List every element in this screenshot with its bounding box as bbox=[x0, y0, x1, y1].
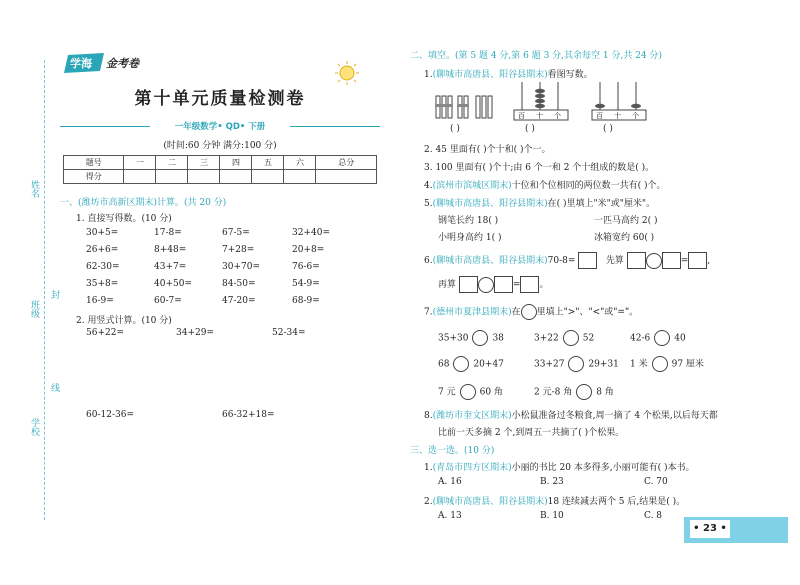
compare-right: 38 bbox=[492, 333, 504, 344]
vertical-calc: 34+29= bbox=[176, 328, 214, 338]
answer-paren[interactable]: ( ) bbox=[450, 124, 460, 134]
vertical-calc: 52-34= bbox=[272, 328, 306, 338]
answer-circle[interactable] bbox=[652, 356, 668, 372]
oral-calc-item: 43+7= bbox=[154, 262, 187, 272]
answer-circle[interactable] bbox=[478, 277, 494, 293]
score-cell[interactable] bbox=[252, 170, 284, 184]
margin-name-label: 姓名 bbox=[29, 180, 39, 198]
answer-circle[interactable] bbox=[646, 253, 662, 269]
s2-q4 bbox=[424, 178, 666, 191]
q-tag: (滨州市滨城区期末) bbox=[432, 181, 512, 191]
option[interactable]: C. 70 bbox=[644, 477, 668, 487]
option[interactable]: B. 10 bbox=[540, 511, 564, 521]
score-cell[interactable] bbox=[124, 170, 156, 184]
q-num: 4. bbox=[424, 181, 433, 191]
compare-right: 60 角 bbox=[479, 387, 503, 398]
q5-item: 钢笔长约 18( ) bbox=[438, 216, 499, 226]
q5-item: 小明身高约 1( ) bbox=[438, 233, 502, 243]
answer-circle[interactable] bbox=[563, 330, 579, 346]
oral-calc-item: 54-9= bbox=[292, 279, 320, 289]
s2-q8-line2: 比前一天多摘 2 个,到周五一共摘了( )个松果。 bbox=[438, 428, 625, 438]
abacus-image-2 bbox=[590, 80, 650, 122]
answer-circle[interactable] bbox=[568, 356, 584, 372]
page-title: 第十单元质量检测卷 bbox=[134, 89, 306, 109]
answer-box[interactable] bbox=[520, 276, 539, 293]
score-table bbox=[63, 155, 377, 184]
s2-q1 bbox=[424, 67, 593, 80]
oral-calc-item: 84-50= bbox=[222, 279, 256, 289]
s3-q1 bbox=[424, 460, 695, 473]
oral-calc-item: 30+5= bbox=[86, 228, 119, 238]
section1-heading bbox=[60, 195, 226, 208]
q-tag: (聊城市高唐县、阳谷县期末) bbox=[432, 70, 548, 80]
section1-rest: 计算。(共 20 分) bbox=[157, 198, 227, 208]
q-text: 里填上">"、"<"或"="。 bbox=[536, 307, 639, 318]
score-cell[interactable] bbox=[220, 170, 252, 184]
score-cell[interactable] bbox=[284, 170, 316, 184]
answer-box[interactable] bbox=[688, 252, 707, 269]
answer-circle[interactable] bbox=[472, 330, 488, 346]
q-num: 6. bbox=[424, 256, 433, 266]
s2-q6-then: 再算 = 。 bbox=[438, 276, 548, 293]
answer-circle[interactable] bbox=[453, 356, 469, 372]
q-tag: (青岛市四方区期末) bbox=[432, 463, 512, 473]
option[interactable]: C. 8 bbox=[644, 511, 663, 521]
oral-calc-item: 8+48= bbox=[154, 245, 187, 255]
q-tag: (聊城市高唐县、阳谷县期末) bbox=[432, 256, 548, 266]
answer-circle[interactable] bbox=[576, 384, 592, 400]
q-tag: (聊城市高唐县、阳谷县期末) bbox=[432, 497, 548, 507]
option[interactable]: B. 23 bbox=[540, 477, 564, 487]
abacus-label: 百 bbox=[518, 112, 525, 120]
section1-q1-label: 1. 直接写得数。(10 分) bbox=[76, 214, 172, 224]
s2-q2: 2. 45 里面有( )个十和( )个一。 bbox=[424, 145, 551, 155]
q-text: 小丽的书比 20 本多得多,小丽可能有( )本书。 bbox=[511, 463, 695, 473]
oral-calc-item: 62-30= bbox=[86, 262, 120, 272]
compare-item bbox=[534, 330, 594, 346]
score-cell[interactable] bbox=[156, 170, 188, 184]
compare-left: 3+22 bbox=[534, 333, 559, 344]
answer-box[interactable] bbox=[494, 276, 513, 293]
grade-label: 一年级数学• QD• 下册 bbox=[150, 120, 290, 132]
compare-left: 68 bbox=[438, 359, 450, 370]
score-header: 一 bbox=[124, 156, 156, 170]
score-header: 三 bbox=[188, 156, 220, 170]
compare-left: 1 米 bbox=[630, 359, 648, 370]
q-num: 1. bbox=[424, 70, 433, 80]
score-header: 六 bbox=[284, 156, 316, 170]
q-tag: (德州市夏津县期末) bbox=[432, 307, 512, 318]
score-header: 题号 bbox=[64, 156, 124, 170]
option[interactable]: A. 16 bbox=[438, 477, 462, 487]
compare-right: 40 bbox=[674, 333, 686, 344]
oral-calc-item: 76-6= bbox=[292, 262, 320, 272]
compare-item bbox=[534, 384, 614, 400]
s2-q3: 3. 100 里面有( )个十;由 6 个一和 2 个十组成的数是( )。 bbox=[424, 163, 655, 173]
margin-seal-label: 封 bbox=[49, 290, 59, 299]
q-num: 7. bbox=[424, 307, 433, 318]
q5-item: 一匹马高约 2( ) bbox=[594, 216, 658, 226]
oral-calc-item: 60-7= bbox=[154, 296, 182, 306]
oral-calc-item: 17-8= bbox=[154, 228, 182, 238]
oral-calc-item: 7+28= bbox=[222, 245, 255, 255]
section1-tag: (潍坊市高新区期末) bbox=[78, 198, 158, 208]
oral-calc-item: 20+8= bbox=[292, 245, 325, 255]
s2-q8 bbox=[424, 408, 718, 421]
section1-prefix: 一、 bbox=[60, 198, 79, 208]
compare-right: 29+31 bbox=[588, 359, 619, 370]
q-num: 1. bbox=[424, 463, 433, 473]
page-number: • 23 • bbox=[690, 520, 730, 538]
q-text: 70-8= bbox=[547, 256, 576, 266]
compare-left: 2 元-8 角 bbox=[534, 387, 573, 398]
compare-item bbox=[438, 330, 504, 346]
score-row-label: 得分 bbox=[64, 170, 124, 184]
answer-box[interactable] bbox=[662, 252, 681, 269]
vertical-calc: 56+22= bbox=[86, 328, 124, 338]
q-text: 小松鼠准备过冬粮食,周一摘了 4 个松果,以后每天都 bbox=[511, 411, 718, 421]
q-tag: (潍坊市奎文区期末) bbox=[432, 411, 512, 421]
section3-heading: 三、选一选。(10 分) bbox=[410, 446, 495, 456]
compare-left: 33+27 bbox=[534, 359, 565, 370]
q-num: 5. bbox=[424, 199, 433, 209]
q-num: 8. bbox=[424, 411, 433, 421]
binding-line bbox=[44, 60, 45, 520]
oral-calc-item: 32+40= bbox=[292, 228, 330, 238]
section1-q2-label: 2. 用竖式计算。(10 分) bbox=[76, 316, 172, 326]
q5-item: 冰箱宽约 60( ) bbox=[594, 233, 655, 243]
q6-first-label: 先算 bbox=[605, 256, 624, 266]
vertical-calc: 60-12-36= bbox=[86, 410, 134, 420]
compare-right: 97 厘米 bbox=[671, 359, 704, 370]
q-text: 18 连续减去两个 5 后,结果是( )。 bbox=[547, 497, 686, 507]
answer-box[interactable] bbox=[459, 276, 478, 293]
oral-calc-item: 16-9= bbox=[86, 296, 114, 306]
vertical-calc: 66-32+18= bbox=[222, 410, 275, 420]
score-header: 总分 bbox=[316, 156, 377, 170]
s3-q2 bbox=[424, 494, 685, 507]
score-header: 四 bbox=[220, 156, 252, 170]
score-cell[interactable] bbox=[316, 170, 377, 184]
oral-calc-item: 68-9= bbox=[292, 296, 320, 306]
oral-calc-item: 67-5= bbox=[222, 228, 250, 238]
compare-item bbox=[438, 356, 504, 372]
logo-icon bbox=[62, 49, 182, 77]
q-text: 在 bbox=[511, 307, 521, 318]
answer-box[interactable] bbox=[578, 252, 597, 269]
svg-text:学海: 学海 bbox=[70, 57, 92, 70]
answer-paren[interactable]: ( ) bbox=[525, 124, 535, 134]
time-info: (时间:60 分钟 满分:100 分) bbox=[163, 141, 277, 151]
oral-calc-item: 26+6= bbox=[86, 245, 119, 255]
abacus-label: 十 bbox=[614, 112, 621, 120]
compare-item bbox=[438, 384, 503, 400]
answer-box[interactable] bbox=[627, 252, 646, 269]
brand-logo bbox=[62, 49, 182, 77]
score-header: 二 bbox=[156, 156, 188, 170]
abacus-label: 个 bbox=[554, 112, 561, 120]
score-cell[interactable] bbox=[188, 170, 220, 184]
answer-paren[interactable]: ( ) bbox=[603, 124, 613, 134]
option[interactable]: A. 13 bbox=[438, 511, 462, 521]
compare-item bbox=[630, 356, 704, 372]
compare-item bbox=[630, 330, 686, 346]
oral-calc-item: 35+8= bbox=[86, 279, 119, 289]
abacus-label: 个 bbox=[632, 112, 639, 120]
compare-right: 8 角 bbox=[596, 387, 614, 398]
compare-item bbox=[534, 356, 619, 372]
q6-then-label: 再算 bbox=[438, 280, 457, 290]
counting-sticks-image bbox=[432, 82, 497, 122]
oral-calc-item: 47-20= bbox=[222, 296, 256, 306]
compare-right: 20+47 bbox=[473, 359, 504, 370]
margin-school-label: 学校 bbox=[29, 418, 39, 436]
s2-q7 bbox=[424, 304, 638, 320]
svg-text:金考卷: 金考卷 bbox=[106, 57, 139, 70]
margin-class-label: 班级 bbox=[29, 300, 39, 318]
q-text: 十位和个位相同的两位数一共有( )个。 bbox=[511, 181, 666, 191]
compare-left: 35+30 bbox=[438, 333, 469, 344]
s2-q6: 6.(聊城市高唐县、阳谷县期末)70-8= 先算 = , bbox=[424, 252, 710, 269]
sun-icon bbox=[334, 60, 360, 86]
abacus-label: 十 bbox=[536, 112, 543, 120]
circle-icon bbox=[521, 304, 537, 320]
compare-left: 7 元 bbox=[438, 387, 456, 398]
answer-circle[interactable] bbox=[460, 384, 476, 400]
q-text: 看图写数。 bbox=[547, 70, 593, 80]
abacus-image-1 bbox=[512, 80, 572, 122]
abacus-label: 百 bbox=[596, 112, 603, 120]
section2-heading: 二、填空。(第 5 题 4 分,第 6 题 3 分,其余每空 1 分,共 24 分) bbox=[410, 51, 663, 61]
q-text: 在( )里填上"米"或"厘米"。 bbox=[547, 199, 656, 209]
oral-calc-item: 30+70= bbox=[222, 262, 260, 272]
compare-right: 52 bbox=[582, 333, 595, 344]
score-header: 五 bbox=[252, 156, 284, 170]
oral-calc-item: 40+50= bbox=[154, 279, 192, 289]
s2-q5 bbox=[424, 196, 655, 209]
q-num: 2. bbox=[424, 497, 433, 507]
compare-left: 42-6 bbox=[630, 333, 651, 344]
answer-circle[interactable] bbox=[654, 330, 670, 346]
q-tag: (聊城市高唐县、阳谷县期末) bbox=[432, 199, 548, 209]
margin-line-label: 线 bbox=[49, 383, 59, 392]
